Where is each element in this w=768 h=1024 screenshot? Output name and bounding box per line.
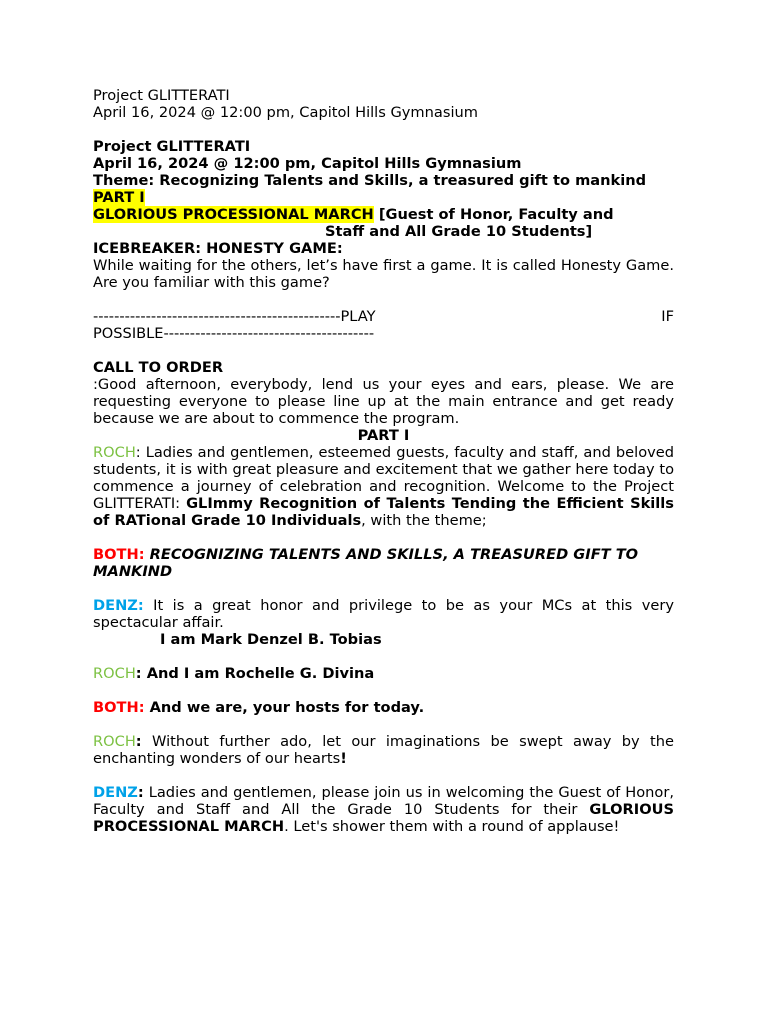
both-line-1-text: RECOGNIZING TALENTS AND SKILLS, A TREASURED GIFT TO MANKIND: [93, 546, 639, 580]
title-date-venue: April 16, 2024 @ 12:00 pm, Capitol Hills Gymnasium: [93, 155, 522, 172]
roch-line-2: [93, 665, 674, 682]
call-to-order-title: CALL TO ORDER: [93, 359, 224, 376]
spacer: [93, 529, 674, 546]
spacer: [93, 121, 674, 138]
icebreaker-text: While waiting for the others, let’s have first a game. It is called Honesty Game. Are you familiar with this game?: [93, 257, 674, 291]
speaker-denz: DENZ:: [93, 597, 144, 614]
roch-line-3-text: Without further ado, let our imaginations be swept away by the enchanting wonders of our hearts: [93, 733, 674, 767]
spacer: [93, 682, 674, 699]
denz-line-1-text: It is a great honor and privilege to be as your MCs at this very spectacular affair.: [93, 597, 674, 631]
denz-line-2-colon: :: [137, 784, 144, 801]
processional-guests: [Guest of Honor, Faculty and: [373, 206, 614, 223]
icebreaker-title: ICEBREAKER: HONESTY GAME:: [93, 240, 343, 257]
part-label: [93, 189, 674, 206]
play-left: -----------------------------------------------PLAY: [93, 308, 376, 325]
play-right: IF: [661, 308, 674, 325]
both-line-1: [93, 546, 674, 580]
header-project: Project GLITTERATI: [93, 87, 230, 104]
spacer: [93, 580, 674, 597]
play-line: [93, 308, 674, 325]
speaker-denz: DENZ: [93, 784, 138, 801]
spacer: [93, 342, 674, 359]
roch-line-1: [93, 444, 674, 529]
part-label-text: PART I: [93, 189, 145, 206]
speaker-both: BOTH:: [93, 699, 145, 716]
spacer: [93, 291, 674, 308]
header-date-venue: April 16, 2024 @ 12:00 pm, Capitol Hills Gymnasium: [93, 104, 478, 121]
processional-heading: [93, 206, 674, 223]
roch-line-2-text: : And I am Rochelle G. Divina: [135, 665, 375, 682]
processional-guests-cont: Staff and All Grade 10 Students]: [325, 223, 593, 240]
processional-mention: GLORIOUS PROCESSIONAL MARCH: [93, 801, 674, 835]
both-line-2-text: And we are, your hosts for today.: [144, 699, 425, 716]
denz-line-2: [93, 784, 674, 835]
denz-intro-name: I am Mark Denzel B. Tobias: [160, 631, 382, 648]
denz-line-2-text: Ladies and gentlemen, please join us in welcoming the Guest of Honor, Faculty and Staff and All the Grade 10 Students for their: [93, 784, 674, 818]
spacer: [93, 648, 674, 665]
roch-line-3-colon: :: [135, 733, 142, 750]
glitterati-meaning: GLImmy Recognition of Talents Tending the Efficient Skills of RATional Grade 10 Individuals: [93, 495, 674, 529]
speaker-both: BOTH:: [93, 546, 145, 563]
speaker-roch: ROCH: [93, 665, 136, 682]
spacer: [93, 767, 674, 784]
title-project: Project GLITTERATI: [93, 138, 251, 155]
roch-line-1-text: : Ladies and gentlemen, esteemed guests, faculty and staff, and beloved students, it is with great pleasure and excitement that we gather here today to commence a journey of celebration and recognition. Welcome to the Project GLITTERATI:: [93, 444, 674, 512]
roch-line-3-end: !: [340, 750, 347, 767]
spacer: [93, 716, 674, 733]
play-line-second: POSSIBLE----------------------------------------: [93, 325, 375, 342]
both-line-2: [93, 699, 674, 716]
speaker-roch: ROCH: [93, 444, 136, 461]
call-to-order-text: :Good afternoon, everybody, lend us your eyes and ears, please. We are requesting everyone to please line up at the main entrance and get ready because we are about to commence the program.: [93, 376, 674, 427]
roch-line-3: [93, 733, 674, 767]
part-label-center: PART I: [357, 427, 410, 444]
denz-line-1: [93, 597, 674, 631]
document-page: [93, 87, 674, 835]
processional-title: GLORIOUS PROCESSIONAL MARCH: [93, 206, 374, 223]
title-theme: Theme: Recognizing Talents and Skills, a treasured gift to mankind: [93, 172, 647, 189]
speaker-roch: ROCH: [93, 733, 136, 750]
roch-line-1-end: , with the theme;: [361, 512, 487, 529]
denz-line-2-end: . Let's shower them with a round of applause!: [284, 818, 620, 835]
